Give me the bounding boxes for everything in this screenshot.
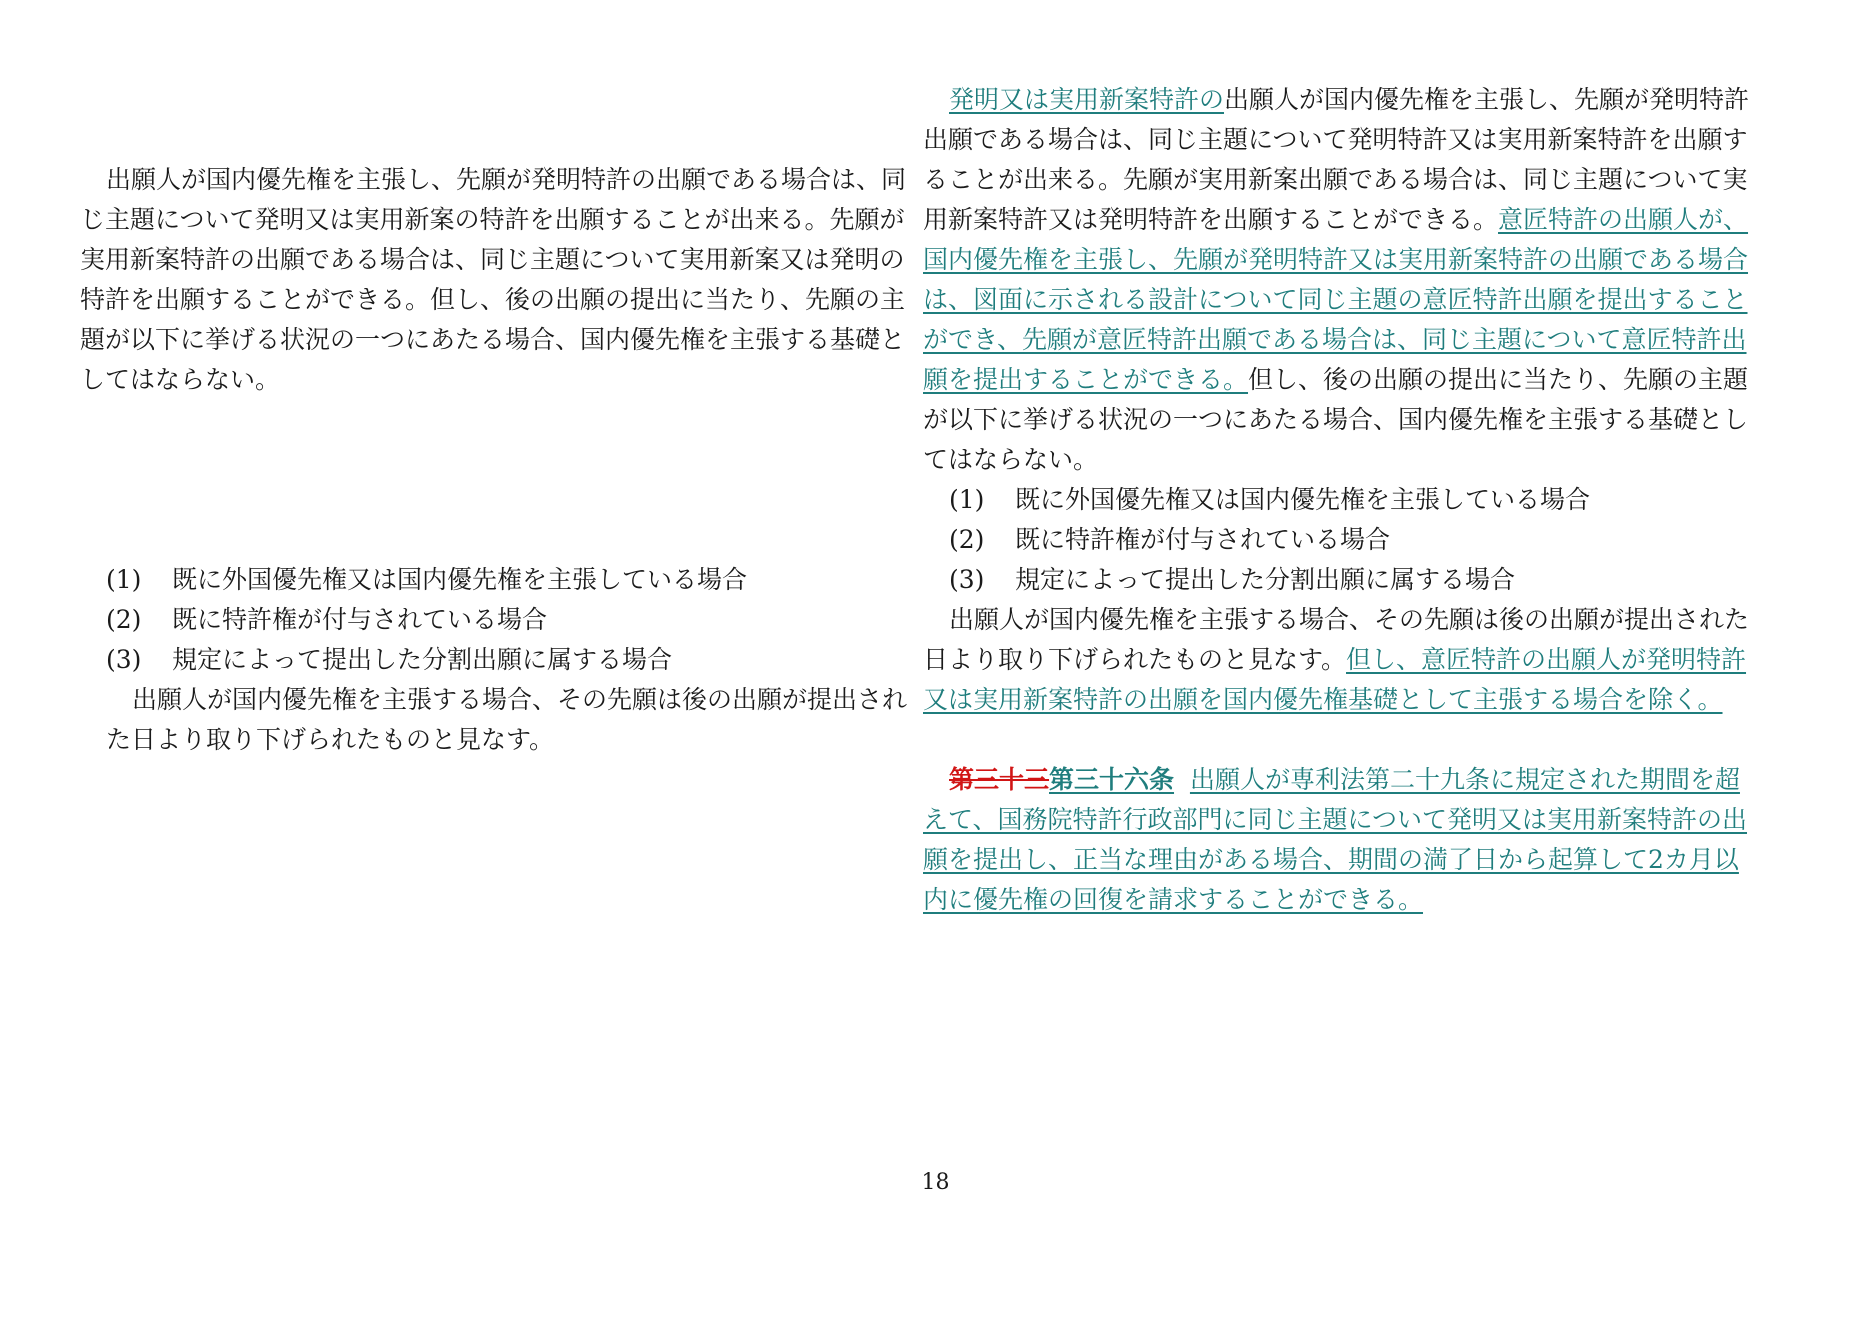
left-list-item: (2) 既に特許権が付与されている場合 xyxy=(106,605,548,634)
left-list-item: (1) 既に外国優先権又は国内優先権を主張している場合 xyxy=(106,565,748,594)
right-spacer xyxy=(923,720,1750,760)
right-paragraph-1 xyxy=(923,80,1750,480)
left-column xyxy=(80,160,912,760)
deleted-article-number: 第三十三 xyxy=(949,765,1050,794)
right-paragraph-1-text-2: 但し、後の出願の提出に当たり、先願の主題が以下に挙げる状況の一つにあたる場合、国内優先権を主張する基礎としてはならない。 xyxy=(923,365,1749,474)
left-list-item: (3) 規定によって提出した分割出願に属する場合 xyxy=(106,645,673,674)
inserted-text: 意匠特許の出願人が、国内優先権を主張し、先願が発明特許又は実用新案特許の出願である場合は、図面に示される設計について同じ主題の意匠特許出願を提出することができ、先願が意匠特許出願である場合は、同じ主題について意匠特許出願を提出することができる。 xyxy=(923,205,1749,394)
inserted-article-text: 出願人が専利法第二十九条に規定された期間を超えて、国務院特許行政部門に同じ主題について発明又は実用新案特許の出願を提出し、正当な理由がある場合、期間の満了日から起算して2カ月以内に優先権の回復を請求することができる。 xyxy=(923,765,1748,914)
right-paragraph-2 xyxy=(923,600,1750,720)
left-spacer xyxy=(80,400,912,560)
right-list-item: (1) 既に外国優先権又は国内優先権を主張している場合 xyxy=(949,485,1591,514)
right-paragraph-2-text: 出願人が国内優先権を主張する場合、その先願は後の出願が提出された日より取り下げられたものと見なす。 xyxy=(923,605,1750,674)
right-paragraph-1-text: 出願人が国内優先権を主張し、先願が発明特許出願である場合は、同じ主題について発明特許又は実用新案特許を出願することが出来る。先願が実用新案出願である場合は、同じ主題について実用新案特許又は発明特許を出願することができる。 xyxy=(923,85,1750,234)
right-column xyxy=(923,80,1750,920)
right-list-item: (3) 規定によって提出した分割出願に属する場合 xyxy=(949,565,1516,594)
page-number: 18 xyxy=(921,1170,950,1195)
inserted-article-number: 第三十六条 xyxy=(1049,765,1175,794)
inserted-text: 但し、意匠特許の出願人が発明特許又は実用新案特許の出願を国内優先権基礎として主張する場合を除く。 xyxy=(923,645,1747,714)
left-paragraph-1: 出願人が国内優先権を主張し、先願が発明特許の出願である場合は、同じ主題について発明又は実用新案の特許を出願することが出来る。先願が実用新案特許の出願である場合は、同じ主題について実用新案又は発明の特許を出願することができる。但し、後の出願の提出に当たり、先願の主題が以下に挙げる状況の一つにあたる場合、国内優先権を主張する基礎としてはならない。 xyxy=(80,165,907,394)
inserted-text: 発明又は実用新案特許の xyxy=(949,85,1225,114)
article-paragraph xyxy=(923,760,1750,920)
left-paragraph-2: 出願人が国内優先権を主張する場合、その先願は後の出願が提出された日より取り下げられたものと見なす。 xyxy=(106,685,908,754)
right-list-item: (2) 既に特許権が付与されている場合 xyxy=(949,525,1391,554)
